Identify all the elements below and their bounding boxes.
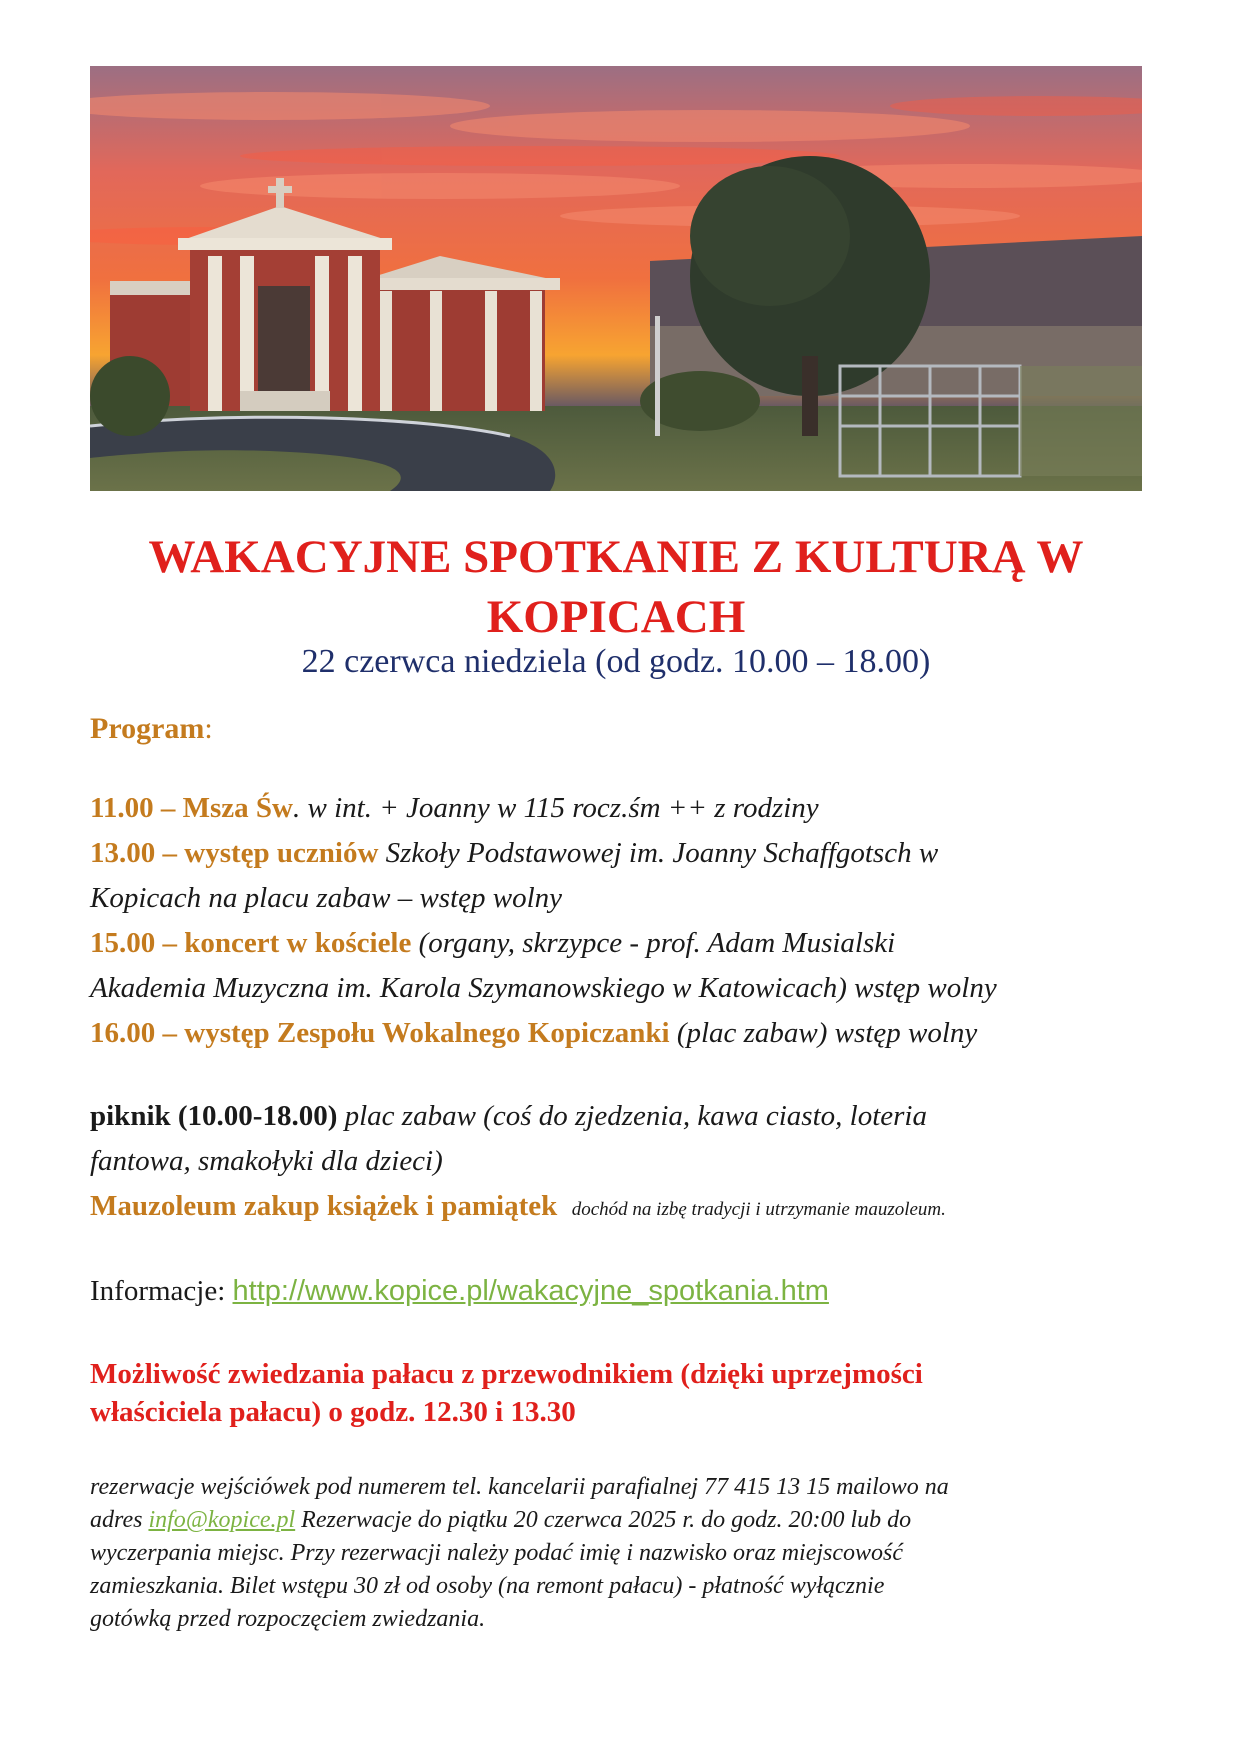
palace-tour-notice (90, 1355, 1150, 1431)
schedule-item-1500 (90, 921, 1150, 966)
schedule-item-1300 (90, 831, 1150, 876)
schedule-time-1500: 15.00 – koncert w kościele (90, 927, 412, 959)
event-title-line1: WAKACYJNE SPOTKANIE Z KULTURĄ W (148, 531, 1084, 583)
schedule-desc-1600: (plac zabaw) wstęp wolny (669, 1017, 978, 1049)
program-heading-colon: : (204, 712, 213, 745)
mausoleum-note: dochód na izbę tradycji i utrzymanie mauzoleum. (571, 1199, 946, 1220)
picnic-desc: plac zabaw (coś do zjedzenia, kawa ciasto, loteria (337, 1100, 927, 1132)
reservation-deadline: Rezerwacje do piątku 20 czerwca 2025 r. do godz. 20:00 lub do (295, 1507, 912, 1533)
reservation-line5: gotówką przed rozpoczęciem zwiedzania. (90, 1606, 486, 1632)
picnic-label: piknik (10.00-18.00) (90, 1100, 338, 1132)
info-label: Informacje: (90, 1275, 233, 1307)
schedule-item-1600 (90, 1011, 1150, 1056)
schedule-desc-1300: Szkoły Podstawowej im. Joanny Schaffgotsch w (378, 837, 939, 869)
schedule-time-1100: 11.00 – Msza Św (90, 792, 293, 824)
picnic-desc-cont: fantowa, smakołyki dla dzieci) (90, 1145, 443, 1177)
schedule-desc-1100: . w int. + Joanny w 115 rocz.śm ++ z rodziny (293, 792, 819, 824)
event-title-line2: KOPICACH (486, 591, 746, 643)
event-date: 22 czerwca niedziela (od godz. 10.00 – 18.00) (301, 643, 931, 680)
reservation-info (90, 1471, 1150, 1636)
picnic-line-1 (90, 1094, 1160, 1139)
schedule-time-1600: 16.00 – występ Zespołu Wokalnego Kopiczanki (90, 1017, 670, 1049)
palace-tour-line2: właściciela pałacu) o godz. 12.30 i 13.30 (90, 1396, 576, 1428)
program-heading-text: Program (90, 712, 205, 745)
schedule-item-1100 (90, 786, 1150, 831)
email-link[interactable]: info@kopice.pl (148, 1507, 296, 1533)
schedule-time-1300: 13.00 – występ uczniów (90, 837, 379, 869)
mausoleum-label: Mauzoleum zakup książek i pamiątek (90, 1190, 558, 1222)
hero-photo (90, 66, 1142, 491)
reservation-address-prefix: adres (90, 1507, 149, 1533)
picnic-section (90, 1094, 1160, 1232)
reservation-line2 (90, 1504, 1150, 1537)
schedule-list (90, 786, 1150, 1056)
info-line (90, 1271, 829, 1311)
reservation-line3: wyczerpania miejsc. Przy rezerwacji należy podać imię i nazwisko oraz miejscowość (90, 1540, 903, 1566)
mausoleum-sunset-image (90, 66, 1142, 491)
program-heading (90, 709, 213, 749)
reservation-line4: zamieszkania. Bilet wstępu 30 zł od osoby (na remont pałacu) - płatność wyłącznie (90, 1573, 885, 1599)
reservation-line1: rezerwacje wejściówek pod numerem tel. kancelarii parafialnej 77 415 13 15 mailowo na (90, 1474, 949, 1500)
info-link[interactable]: http://www.kopice.pl/wakacyjne_spotkania.htm (232, 1275, 829, 1307)
event-title (90, 527, 1142, 647)
schedule-desc-1300-cont: Kopicach na placu zabaw – wstęp wolny (90, 882, 563, 914)
palace-tour-line1: Możliwość zwiedzania pałacu z przewodnikiem (dzięki uprzejmości (90, 1358, 923, 1390)
schedule-desc-1500-cont: Akademia Muzyczna im. Karola Szymanowskiego w Katowicach) wstęp wolny (90, 972, 997, 1004)
schedule-desc-1500: (organy, skrzypce - prof. Adam Musialski (411, 927, 896, 959)
mausoleum-line (90, 1184, 1160, 1232)
